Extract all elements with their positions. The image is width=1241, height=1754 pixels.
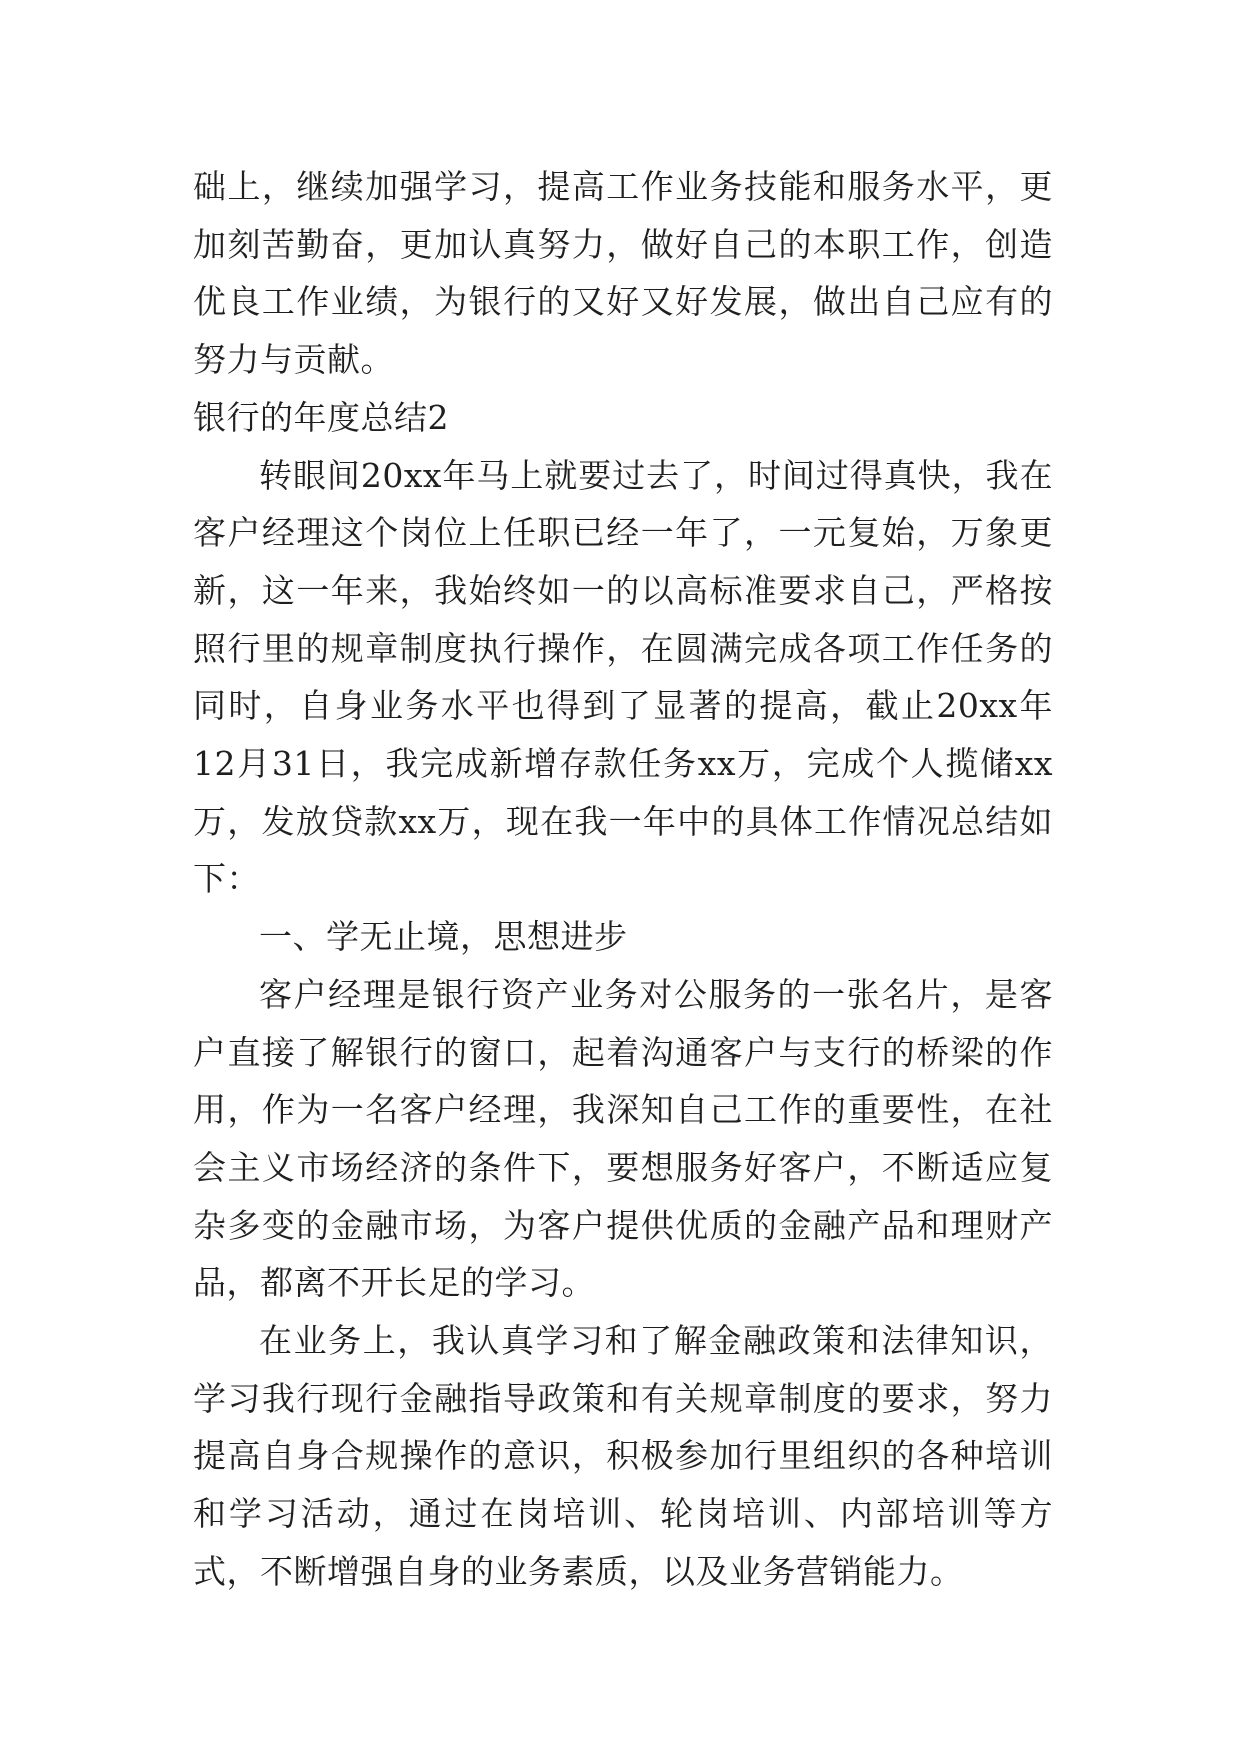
- paragraph-continuation: 础上，继续加强学习，提高工作业务技能和服务水平，更加刻苦勤奋，更加认真努力，做好自己的本职工作，创造优良工作业绩，为银行的又好又好发展，做出自己应有的努力与贡献。: [193, 167, 1053, 380]
- document-body: [193, 158, 1053, 1601]
- paragraph-business: 在业务上，我认真学习和了解金融政策和法律知识，学习我行现行金融指导政策和有关规章制度的要求，努力提高自身合规操作的意识，积极参加行里组织的各种培训和学习活动，通过在岗培训、轮岗培训、内部培训等方式，不断增强自身的业务素质，以及业务营销能力。: [193, 1321, 1053, 1591]
- subheading-learning: 一、学无止境，思想进步: [259, 917, 628, 957]
- paragraph-role: 客户经理是银行资产业务对公服务的一张名片，是客户直接了解银行的窗口，起着沟通客户与支行的桥梁的作用，作为一名客户经理，我深知自己工作的重要性，在社会主义市场经济的条件下，要想服务好客户，不断适应复杂多变的金融市场，为客户提供优质的金融产品和理财产品，都离不开长足的学习。: [193, 974, 1053, 1303]
- paragraph-intro: 转眼间20xx年马上就要过去了，时间过得真快，我在客户经理这个岗位上任职已经一年了，一元复始，万象更新，这一年来，我始终如一的以高标准要求自己，严格按照行里的规章制度执行操作，在圆满完成各项工作任务的同时，自身业务水平也得到了显著的提高，截止20xx年12月31日，我完成新增存款任务xx万，完成个人揽储xx万，发放贷款xx万，现在我一年中的具体工作情况总结如下：: [193, 455, 1053, 899]
- section-heading: 银行的年度总结2: [193, 397, 449, 437]
